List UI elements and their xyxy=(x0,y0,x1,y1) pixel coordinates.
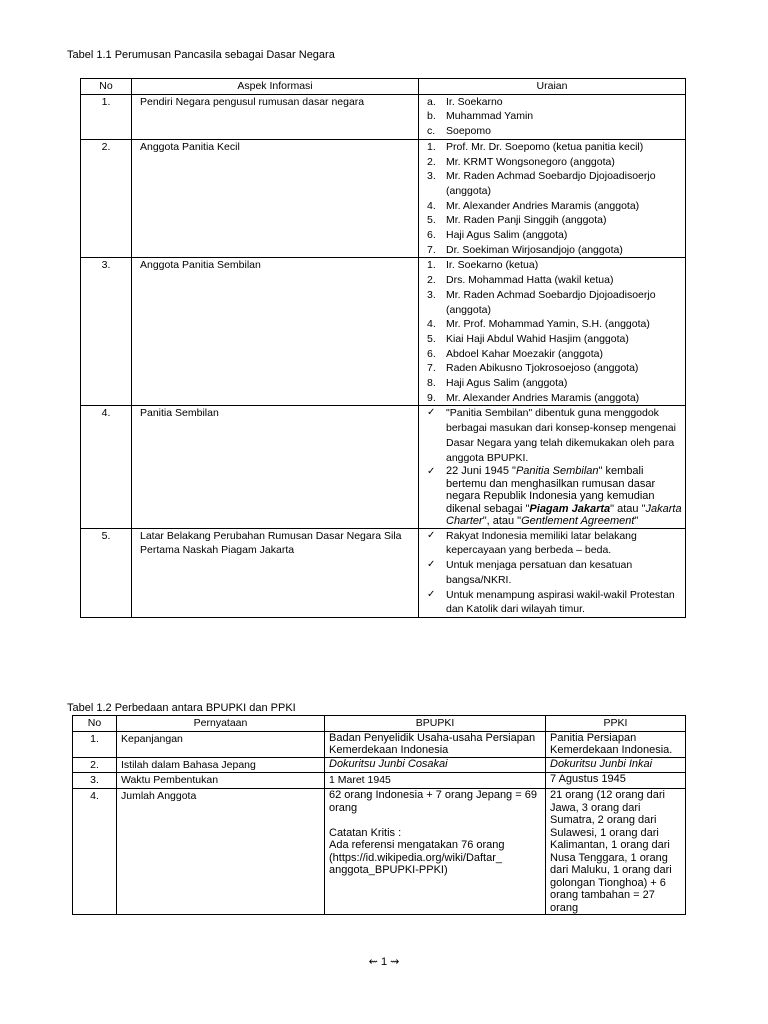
row-number: 1. xyxy=(73,731,117,757)
row-number: 2. xyxy=(81,139,132,258)
table-row xyxy=(73,789,686,915)
bpupki-cell: 62 orang Indonesia + 7 orang Jepang = 69 orang Catatan Kritis : Ada referensi mengatakan 76 orang (https://id.wikipedia.org/wiki/Daftar_ anggota_BPUPKI-PPKI) xyxy=(325,789,546,915)
table1 xyxy=(80,78,686,618)
uraian-cell xyxy=(419,139,686,258)
list-item xyxy=(421,465,685,528)
row-number: 3. xyxy=(81,258,132,406)
bpupki-cell: Dokuritsu Junbi Cosakai xyxy=(325,757,546,773)
list-item: 7. Dr. Soekiman Wirjosandjojo (anggota) xyxy=(427,243,623,256)
pernyataan-cell: Istilah dalam Bahasa Jepang xyxy=(117,757,325,773)
list-item: b. Muhammad Yamin xyxy=(427,110,534,123)
aspek-cell: Pendiri Negara pengusul rumusan dasar negara xyxy=(132,94,419,139)
list-item: ✓ "Panitia Sembilan" dibentuk guna menggodok berbagai masukan dari konsep-konsep mengenai Dasar Negara yang telah dikemukakan oleh para anggota BPUPKI. xyxy=(421,406,685,465)
table-row xyxy=(81,528,686,617)
ppki-cell: 7 Agustus 1945 xyxy=(546,773,686,789)
table2-caption: Tabel 1.2 Perbedaan antara BPUPKI dan PPKI xyxy=(67,702,296,714)
header-pernyataan: Pernyataan xyxy=(117,716,325,732)
list-item: a. Ir. Soekarno xyxy=(427,95,503,108)
table-row xyxy=(73,773,686,789)
checkmark-icon: ✓ xyxy=(427,529,436,541)
uraian-cell xyxy=(419,94,686,139)
ppki-cell: Dokuritsu Junbi Inkai xyxy=(546,757,686,773)
pernyataan-cell: Jumlah Anggota xyxy=(117,789,325,915)
table-row xyxy=(73,731,686,757)
checkmark-icon: ✓ xyxy=(427,588,436,600)
ornament-right-icon: ⇝ xyxy=(390,956,400,968)
row-number: 4. xyxy=(81,406,132,528)
table-row xyxy=(73,757,686,773)
checkmark-icon: ✓ xyxy=(427,407,436,419)
row-number: 4. xyxy=(73,789,117,915)
uraian-cell xyxy=(419,258,686,406)
table-row xyxy=(81,258,686,406)
uraian-cell xyxy=(419,528,686,617)
pernyataan-cell: Kepanjangan xyxy=(117,731,325,757)
list-item: 3. Mr. Raden Achmad Soebardjo Djojoadisoerjo (anggota) xyxy=(427,170,656,197)
list-item: ✓ Untuk menjaga persatuan dan kesatuan bangsa/NKRI. xyxy=(421,558,685,587)
list-item: 3. Mr. Raden Achmad Soebardjo Djojoadisoerjo (anggota) xyxy=(427,288,656,316)
table1-header-row xyxy=(81,79,686,95)
table-row xyxy=(81,139,686,258)
checkmark-icon: ✓ xyxy=(427,466,436,478)
header-uraian: Uraian xyxy=(419,79,686,95)
list-item: ✓ Rakyat Indonesia memiliki latar belakang kepercayaan yang berbeda – beda. xyxy=(421,529,685,558)
pernyataan-cell: Waktu Pembentukan xyxy=(117,773,325,789)
list-item: 2. Drs. Mohammad Hatta (wakil ketua) xyxy=(427,274,614,287)
aspek-cell: Panitia Sembilan xyxy=(132,406,419,528)
table-row xyxy=(81,94,686,139)
table1-caption: Tabel 1.1 Perumusan Pancasila sebagai Dasar Negara xyxy=(67,49,335,61)
table-row xyxy=(81,406,686,528)
list-item: c. Soepomo xyxy=(427,125,491,138)
header-bpupki: BPUPKI xyxy=(325,716,546,732)
row-number: 5. xyxy=(81,528,132,617)
aspek-cell: Anggota Panitia Sembilan xyxy=(132,258,419,406)
header-aspek: Aspek Informasi xyxy=(132,79,419,95)
checkmark-icon: ✓ xyxy=(427,559,436,571)
table2 xyxy=(72,715,686,915)
list-item: 1. Prof. Mr. Dr. Soepomo (ketua panitia kecil) xyxy=(427,140,644,153)
row-number: 1. xyxy=(81,94,132,139)
row-number: 3. xyxy=(73,773,117,789)
list-item: 2. Mr. KRMT Wongsonegoro (anggota) xyxy=(427,155,615,168)
list-item: 4. Mr. Alexander Andries Maramis (anggota) xyxy=(427,199,640,212)
uraian-cell xyxy=(419,406,686,528)
table2-header-row xyxy=(73,716,686,732)
aspek-cell: Anggota Panitia Kecil xyxy=(132,139,419,258)
list-item: 5. Kiai Haji Abdul Wahid Hasjim (anggota) xyxy=(427,332,629,345)
list-item: 9. Mr. Alexander Andries Maramis (anggota) xyxy=(427,391,640,404)
row-number: 2. xyxy=(73,757,117,773)
page-number: ⇜ 1 ⇝ xyxy=(368,956,400,968)
list-item: 6. Haji Agus Salim (anggota) xyxy=(427,229,568,242)
bpupki-cell: Badan Penyelidik Usaha-usaha Persiapan Kemerdekaan Indonesia xyxy=(325,731,546,757)
ppki-cell: Panitia Persiapan Kemerdekaan Indonesia. xyxy=(546,731,686,757)
list-item: 8. Haji Agus Salim (anggota) xyxy=(427,377,568,390)
piagam-jakarta-text: 22 Juni 1945 "Panitia Sembilan" kembali bertemu dan menghasilkan rumusan dasar negara Republik Indonesia yang kemudian dikenal sebagai "Piagam Jakarta" atau "Jakarta Charter", atau "Gentlement Agreement" xyxy=(446,465,682,528)
list-item: 4. Mr. Prof. Mohammad Yamin, S.H. (anggota) xyxy=(427,318,650,331)
list-item: 1. Ir. Soekarno (ketua) xyxy=(427,259,539,272)
ppki-cell: 21 orang (12 orang dari Jawa, 3 orang dari Sumatra, 2 orang dari Sulawesi, 1 orang dari Kalimantan, 1 orang dari Nusa Tenggara, 1 orang dari Maluku, 1 orang dari golongan Tionghoa) + 6 orang tambahan = 27 orang xyxy=(546,789,686,915)
list-item: ✓ Untuk menampung aspirasi wakil-wakil Protestan dan Katolik dari wilayah timur. xyxy=(421,588,685,617)
aspek-cell: Latar Belakang Perubahan Rumusan Dasar Negara Sila Pertama Naskah Piagam Jakarta xyxy=(132,528,419,617)
list-item: 6. Abdoel Kahar Moezakir (anggota) xyxy=(427,347,604,360)
ornament-left-icon: ⇜ xyxy=(368,956,378,968)
bpupki-cell: 1 Maret 1945 xyxy=(325,773,546,789)
header-ppki: PPKI xyxy=(546,716,686,732)
header-no: No xyxy=(73,716,117,732)
list-item: 5. Mr. Raden Panji Singgih (anggota) xyxy=(427,214,607,227)
header-no: No xyxy=(81,79,132,95)
list-item: 7. Raden Abikusno Tjokrosoejoso (anggota) xyxy=(427,362,639,375)
